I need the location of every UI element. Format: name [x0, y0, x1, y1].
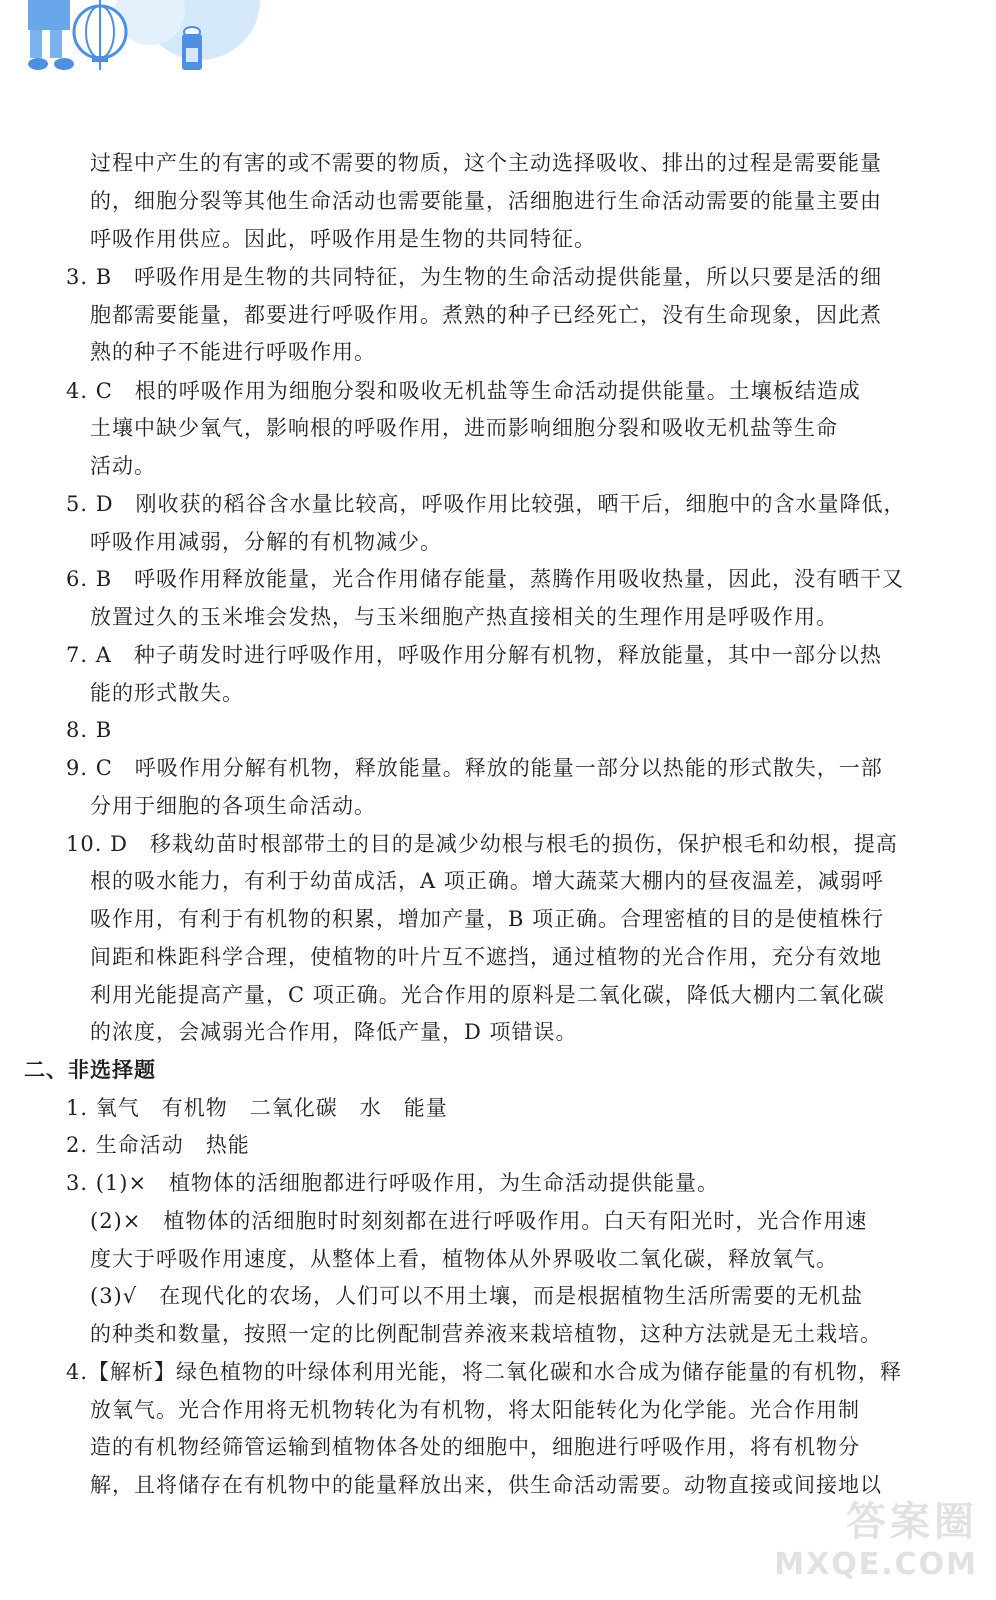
text-line: 间距和株距科学合理，使植物的叶片互不遮挡，通过植物的光合作用，充分有效地: [90, 945, 882, 969]
text-line: 利用光能提高产量，C 项正确。光合作用的原料是二氧化碳，降低大棚内二氧化碳: [90, 983, 885, 1007]
text-line: 度大于呼吸作用速度，从整体上看，植物体从外界吸收二氧化碳，释放氧气。: [90, 1247, 838, 1271]
answer-item-2: 2. 生命活动 热能: [66, 1133, 250, 1157]
text-line: 吸作用，有利于有机物的积累，增加产量，B 项正确。合理密植的目的是使植株行: [90, 907, 885, 931]
watermark-logo-text: 答案圈: [846, 1499, 978, 1545]
answer-item-5: 5. D 刚收获的稻谷含水量比较高，呼吸作用比较强，晒干后，细胞中的含水量降低，: [66, 492, 906, 516]
section-heading: 二、非选择题: [24, 1057, 156, 1082]
text-line: 过程中产生的有害的或不需要的物质，这个主动选择吸收、排出的过程是需要能量: [90, 151, 882, 175]
answer-item-10: 10. D 移栽幼苗时根部带土的目的是减少幼根与根毛的损伤，保护根毛和幼根，提高: [66, 832, 898, 856]
watermark: [774, 1490, 978, 1582]
answer-item-4: 4. C 根的呼吸作用为细胞分裂和吸收无机盐等生命活动提供能量。土壤板结造成: [66, 379, 861, 403]
text-line: 解，且将储存在有机物中的能量释放出来，供生命活动需要。动物直接或间接地以: [90, 1473, 882, 1497]
text-line: 的，细胞分裂等其他生命活动也需要能量，活细胞进行生命活动需要的能量主要由: [90, 189, 882, 213]
watermark-url: MXQE.COM: [774, 1547, 978, 1582]
answer-item-3-sub2: (2)× 植物体的活细胞时时刻刻都在进行呼吸作用。白天有阳光时，光合作用速: [90, 1209, 868, 1233]
answer-item-6: 6. B 呼吸作用释放能量，光合作用储存能量，蒸腾作用吸收热量，因此，没有晒干又: [66, 567, 905, 591]
text-line: 呼吸作用供应。因此，呼吸作用是生物的共同特征。: [90, 227, 596, 251]
text-line: 造的有机物经筛管运输到植物体各处的细胞中，细胞进行呼吸作用，将有机物分: [90, 1435, 860, 1459]
text-line: 能的形式散失。: [90, 681, 244, 705]
text-line: 胞都需要能量，都要进行呼吸作用。煮熟的种子已经死亡，没有生命现象，因此煮: [90, 303, 882, 327]
text-line: 熟的种子不能进行呼吸作用。: [90, 340, 376, 364]
text-line: 的浓度，会减弱光合作用，降低产量，D 项错误。: [90, 1020, 578, 1044]
text-line: 呼吸作用减弱，分解的有机物减少。: [90, 530, 442, 554]
answer-item-1: 1. 氧气 有机物 二氧化碳 水 能量: [66, 1096, 448, 1120]
text-line: 放氧气。光合作用将无机物转化为有机物，将太阳能转化为化学能。光合作用制: [90, 1398, 860, 1422]
text-line: 土壤中缺少氧气，影响根的呼吸作用，进而影响细胞分裂和吸收无机盐等生命: [90, 416, 838, 440]
answer-item-7: 7. A 种子萌发时进行呼吸作用，呼吸作用分解有机物，释放能量，其中一部分以热: [66, 643, 882, 667]
answer-item-3: 3. B 呼吸作用是生物的共同特征，为生物的生命活动提供能量，所以只要是活的细: [66, 265, 883, 289]
candle-icon: [182, 27, 202, 70]
text-line: 分用于细胞的各项生命活动。: [90, 794, 376, 818]
answer-item-4-analysis: 4.【解析】绿色植物的叶绿体利用光能，将二氧化碳和水合成为储存能量的有机物，释: [66, 1360, 903, 1384]
header-illustration: [0, 0, 300, 110]
text-line: 的种类和数量，按照一定的比例配制营养液来栽培植物，这种方法就是无土栽培。: [90, 1322, 882, 1346]
answer-item-8: 8. B: [66, 718, 113, 742]
text-line: 放置过久的玉米堆会发热，与玉米细胞产热直接相关的生理作用是呼吸作用。: [90, 605, 838, 629]
bunny-figure-icon: [28, 0, 74, 70]
answer-item-3-sub1: 3. (1)× 植物体的活细胞都进行呼吸作用，为生命活动提供能量。: [66, 1171, 720, 1195]
answer-item-3-sub3: (3)√ 在现代化的农场，人们可以不用土壤，而是根据植物生活所需要的无机盐: [90, 1284, 864, 1308]
answer-item-9: 9. C 呼吸作用分解有机物，释放能量。释放的能量一部分以热能的形式散失，一部: [66, 756, 883, 780]
text-line: 根的吸水能力，有利于幼苗成活，A 项正确。增大蔬菜大棚内的昼夜温差，减弱呼: [90, 869, 884, 893]
text-line: 活动。: [90, 454, 156, 478]
